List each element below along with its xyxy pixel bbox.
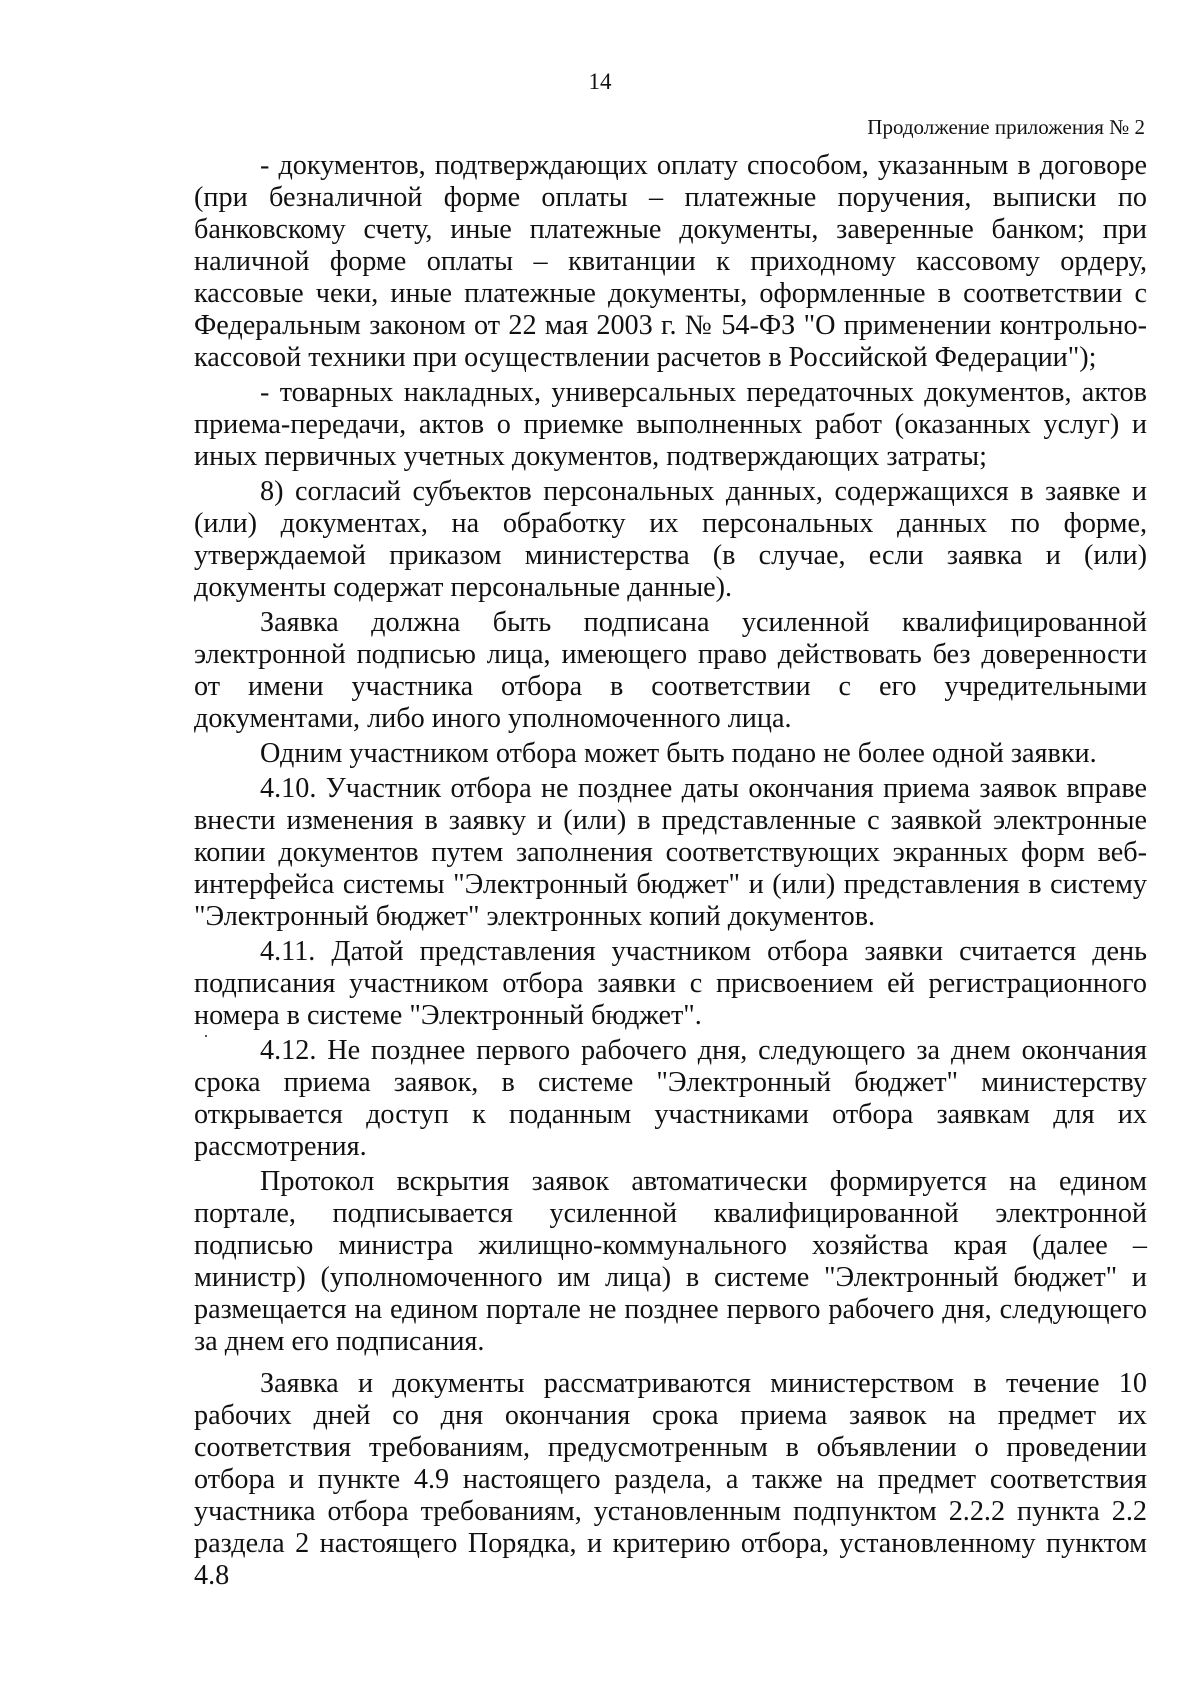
paragraph-item-8-consents: 8) согласий субъектов персональных данных, содержащихся в заявке и (или) документах, на обработку их персональных данных по форме, утверждаемой приказом министерства (в случае, если заявка и (или) документы содержат персональные данные).	[194, 476, 1147, 603]
paragraph-one-application: Одним участником отбора может быть подано не более одной заявки.	[260, 738, 1097, 769]
paragraph-4-10: 4.10. Участник отбора не позднее даты окончания приема заявок вправе внести изменения в заявку и (или) в представленные с заявкой электронные копии документов путем заполнения соответствующих экранных форм веб-интерфейса системы "Электронный бюджет" и (или) представления в систему "Электронный бюджет" электронных копий документов.	[194, 773, 1147, 932]
paragraph-review-terms: Заявка и документы рассматриваются министерством в течение 10 рабочих дней со дня окончания срока приема заявок на предмет их соответствия требованиям, предусмотренным в объявлении о проведении отбора и пункте 4.9 настоящего раздела, а также на предмет соответствия участника отбора требованиям, установленным подпунктом 2.2.2 пункта 2.2 раздела 2 настоящего Порядка, и критерию отбора, установленному пунктом 4.8	[194, 1368, 1147, 1591]
paragraph-4-12: 4.12. Не позднее первого рабочего дня, следующего за днем окончания срока приема заявок, в системе "Электронный бюджет" министерству открывается доступ к поданным участниками отбора заявкам для их рассмотрения.	[194, 1035, 1147, 1162]
paragraph-4-11: 4.11. Датой представления участником отбора заявки считается день подписания участником отбора заявки с присвоением ей регистрационного номера в системе "Электронный бюджет".	[194, 936, 1147, 1031]
paragraph-waybills: - товарных накладных, универсальных передаточных документов, актов приема-передачи, актов о приемке выполненных работ (оказанных услуг) и иных первичных учетных документов, подтверждающих затраты;	[194, 377, 1147, 472]
scan-speck	[205, 1035, 207, 1037]
appendix-continuation-note: Продолжение приложения № 2	[867, 115, 1145, 139]
paragraph-application-signature: Заявка должна быть подписана усиленной квалифицированной электронной подписью лица, имеющего право действовать без доверенности от имени участника отбора в соответствии с его учредительными документами, либо иного уполномоченного лица.	[194, 607, 1147, 734]
paragraph-opening-protocol: Протокол вскрытия заявок автоматически формируется на едином портале, подписывается усиленной квалифицированной электронной подписью министра жилищно-коммунального хозяйства края (далее – министр) (уполномоченного им лица) в системе "Электронный бюджет" и размещается на едином портале не позднее первого рабочего дня, следующего за днем его подписания.	[194, 1166, 1147, 1357]
page-number: 14	[588, 69, 612, 94]
document-body	[194, 150, 1147, 1592]
paragraph-payment-documents: - документов, подтверждающих оплату способом, указанным в договоре (при безналичной форме оплаты – платежные поручения, выписки по банковскому счету, иные платежные документы, заверенные банком; при наличной форме оплаты – квитанции к приходному кассовому ордеру, кассовые чеки, иные платежные документы, оформленные в соответствии с Федеральным законом от 22 мая 2003 г. № 54-ФЗ "О применении контрольно-кассовой техники при осуществлении расчетов в Российской Федерации");	[194, 150, 1147, 373]
